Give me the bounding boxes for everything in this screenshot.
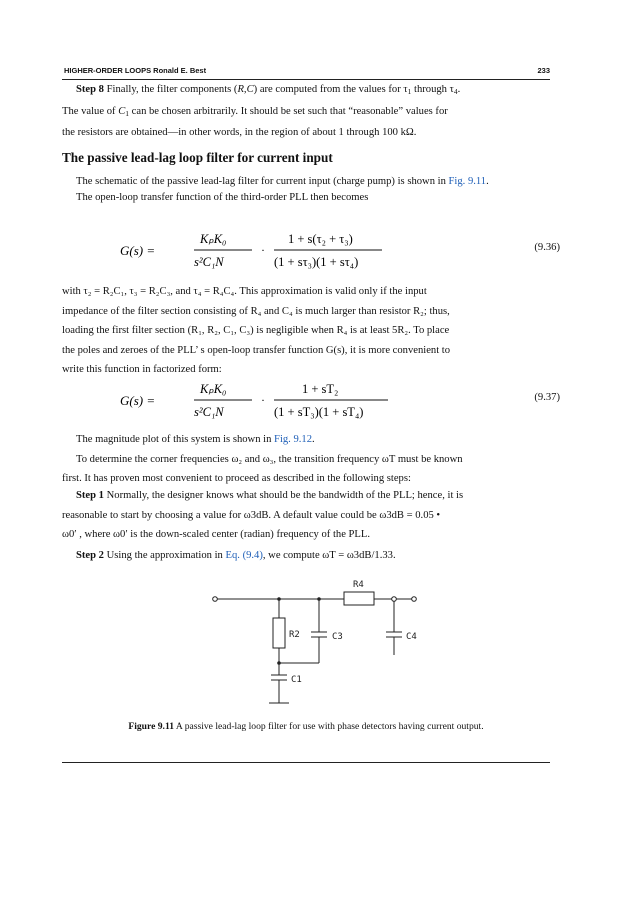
para3-line4: the poles and zeroes of the PLL’ s open-loop transfer function G(s), it is more convenient to	[62, 344, 451, 356]
step2-label: Step 2	[76, 550, 104, 561]
step8-line2-b: can be chosen arbitrarily. It should be set such that “reasonable” values for	[129, 105, 448, 117]
step2-text: Using the approximation in	[103, 550, 226, 561]
node-dot-2	[317, 597, 321, 601]
para1-end: .	[486, 176, 489, 187]
eq2-num2: 1 + sT₂	[302, 382, 339, 396]
footer-rule	[62, 762, 550, 763]
running-header	[62, 64, 550, 78]
equation-9-36-graphic	[120, 228, 560, 276]
fig-911-link[interactable]: Fig. 9.11	[448, 176, 487, 187]
step1-paragraph	[62, 486, 550, 545]
magnitude-paragraph	[62, 430, 550, 489]
label-r4: R4	[353, 580, 364, 590]
eq1-lhs: G(s) =	[120, 243, 156, 258]
mid-terminal	[392, 597, 397, 602]
step2-paragraph	[62, 546, 550, 566]
step8-text-d: .	[457, 84, 461, 95]
step1-line3: ω0′ , where ω0′ is the down-scaled center (radian) frequency of the PLL.	[62, 529, 371, 540]
para3-line3: loading the first filter section (R₁, R₂, C₁, C₃) is negligible when R₄ is at least 5R₂. To place	[62, 325, 450, 336]
fig-912-link[interactable]: Fig. 9.12	[274, 434, 313, 445]
step8-text-c: through τ	[411, 84, 454, 95]
eq2-den2: (1 + sT₃)(1 + sT₄)	[274, 405, 364, 419]
step1-line1: Normally, the designer knows what should be the bandwidth of the PLL; hence, it is	[103, 490, 464, 501]
para2: The open-loop transfer function of the third-order PLL then becomes	[76, 191, 369, 203]
step8-label: Step 8	[76, 84, 104, 95]
step8-line2-a: The value of	[62, 105, 119, 117]
eq1-den: s²C₁N	[194, 255, 224, 269]
eq1-number: (9.36)	[534, 242, 560, 253]
step1-label: Step 1	[76, 490, 104, 501]
para3-line2: impedance of the filter section consisting of R₄ and C₄ is much larger than resistor R₂; thus,	[62, 305, 450, 317]
caption-text: A passive lead-lag loop filter for use with phase detectors having current output.	[174, 721, 484, 732]
eq2-number: (9.37)	[534, 392, 560, 403]
para4-text: The magnitude plot of this system is shown in	[76, 434, 275, 445]
r2-resistor	[273, 618, 285, 648]
eq1-dot: ·	[261, 243, 265, 257]
step2-end: , we compute ωT = ω3dB/1.33.	[262, 550, 396, 561]
node-dot-3	[277, 661, 281, 665]
step8-c: C	[118, 105, 126, 117]
output-terminal	[412, 597, 417, 602]
input-terminal	[213, 597, 218, 602]
para5-line1: To determine the corner frequencies ω₂ and ω₃, the transition frequency ωT must be known	[76, 453, 463, 465]
section-heading: The passive lead-lag loop filter for current input	[62, 150, 333, 165]
label-r2: R2	[289, 630, 300, 640]
node-dot-1	[277, 597, 281, 601]
step1-line2: reasonable to start by choosing a value for ω3dB. A default value could be ω3dB = 0.05 •	[62, 509, 441, 521]
intro-paragraph	[62, 172, 550, 207]
eq2-lhs: G(s) =	[120, 393, 156, 408]
equation-9-37	[120, 378, 560, 426]
eq1-num2: 1 + s(τ₂ + τ₃)	[288, 232, 353, 246]
caption-label: Figure 9.11	[128, 721, 175, 732]
header-title: HIGHER-ORDER LOOPS Ronald E. Best	[64, 66, 207, 75]
step8-text-b: ) are computed from the values for τ	[253, 84, 408, 95]
eq-94-link[interactable]: Eq. (9.4)	[225, 550, 263, 561]
explanation-paragraph	[62, 282, 550, 380]
figure-9-11-schematic	[206, 575, 430, 715]
step8-rc: R,C	[237, 84, 254, 95]
eq1-num: KₚK₀	[200, 232, 227, 246]
eq2-den: s²C₁N	[194, 405, 224, 419]
eq2-dot: ·	[261, 393, 265, 407]
para3-line5: write this function in factorized form:	[62, 364, 222, 375]
sub-4: 4	[453, 87, 458, 96]
para3-line1: with τ₂ = R₂C₁, τ₃ = R₂C₃, and τ₄ = R₄C₄. This approximation is valid only if the input	[62, 286, 427, 297]
figure-caption	[62, 721, 550, 732]
sub-1: 1	[407, 87, 412, 96]
equation-9-36	[120, 228, 560, 276]
para5-line2: first. It has proven most convenient to proceed as described in the following steps:	[62, 473, 411, 484]
eq2-num: KₚK₀	[200, 382, 227, 396]
r4-resistor	[344, 592, 374, 605]
step8-text-a: Finally, the filter components (	[106, 84, 238, 95]
para1-text: The schematic of the passive lead-lag filter for current input (charge pump) is shown in	[76, 176, 449, 187]
step8-paragraph	[62, 80, 550, 143]
eq1-den2: (1 + sτ₃)(1 + sτ₄)	[274, 255, 359, 269]
label-c1: C1	[291, 675, 302, 685]
label-c4: C4	[406, 632, 417, 642]
sub-1b: 1	[125, 108, 130, 118]
label-c3: C3	[332, 632, 343, 642]
equation-9-37-graphic	[120, 378, 560, 426]
page-number: 233	[537, 66, 550, 75]
para4-end: .	[312, 434, 315, 445]
step8-line3: the resistors are obtained—in other words, in the region of about 1 through 100 kΩ.	[62, 127, 417, 138]
